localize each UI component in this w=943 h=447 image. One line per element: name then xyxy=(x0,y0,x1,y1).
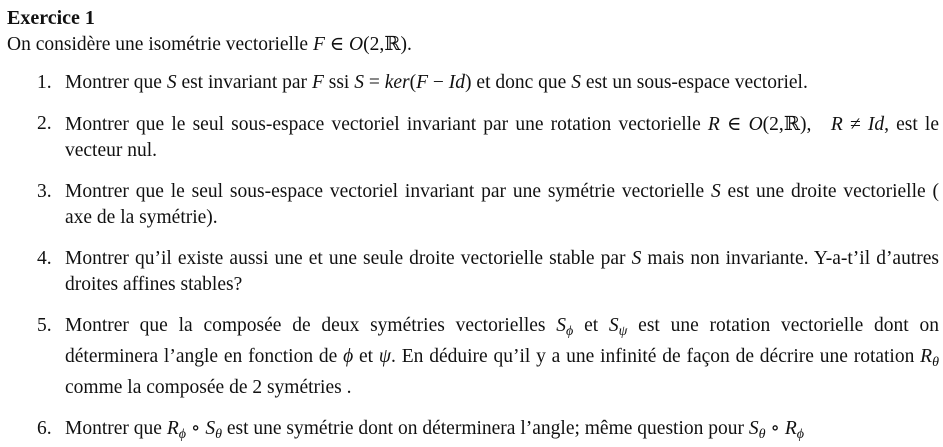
text-run: ). xyxy=(400,34,412,55)
text-run: ℝ xyxy=(384,32,401,55)
text-run: . En déduire qu’il y a une infinité de façon de décrire une rotation xyxy=(391,345,921,367)
text-run: mais non invariante. Y-a-t’il d’autres droites affines stables? xyxy=(65,248,939,295)
text-run: Montrer qu’il existe aussi une et une seule droite vectorielle stable par xyxy=(65,248,632,269)
text-run: ϕ xyxy=(178,425,186,442)
text-run: ), xyxy=(800,114,831,135)
text-run: F xyxy=(311,72,324,93)
text-run: ssi xyxy=(323,72,355,93)
text-run: Montrer que xyxy=(65,417,167,439)
exercise-item-4 xyxy=(7,246,939,298)
item-number: 6. xyxy=(37,417,52,439)
text-run: (2, xyxy=(762,114,784,135)
text-run: R xyxy=(830,114,843,135)
text-run: S xyxy=(166,72,177,93)
item-text xyxy=(65,417,805,442)
item-text xyxy=(65,72,808,93)
text-run: O xyxy=(349,34,364,55)
text-run: Montrer que xyxy=(65,72,167,93)
exercise-item-2 xyxy=(7,111,939,164)
text-run: ϕ xyxy=(796,425,805,442)
item-number: 3. xyxy=(37,181,52,202)
intro-paragraph xyxy=(7,31,939,57)
text-run: S xyxy=(205,417,216,439)
item-text xyxy=(65,315,939,398)
text-run: S xyxy=(631,248,642,269)
text-run: R xyxy=(920,345,933,367)
text-run: S xyxy=(354,72,364,93)
text-run: ψ xyxy=(378,345,392,367)
text-run: ( xyxy=(409,72,417,93)
item-number: 5. xyxy=(37,315,52,336)
text-run: Id xyxy=(448,72,466,93)
text-run: θ xyxy=(215,425,222,442)
text-run: comme la composée de 2 symétries . xyxy=(65,376,352,398)
exercise-list xyxy=(7,70,939,447)
text-run: Montrer que le seul sous-espace vectoriel invariant par une rotation vectorielle xyxy=(65,114,708,135)
text-run: θ xyxy=(758,425,766,442)
text-run: S xyxy=(748,417,759,439)
text-run: S xyxy=(608,315,619,336)
item-number: 1. xyxy=(37,72,52,93)
text-run: Id xyxy=(867,114,885,135)
text-run: ∘ xyxy=(765,417,785,439)
text-run: ψ xyxy=(618,322,628,339)
text-run: ϕ xyxy=(566,322,574,339)
text-run: S xyxy=(556,315,567,336)
text-run: (2, xyxy=(363,34,385,55)
text-run: R xyxy=(166,417,179,439)
text-run: ∘ xyxy=(186,417,206,439)
text-run: ℝ xyxy=(783,112,801,135)
text-run: O xyxy=(748,114,763,135)
text-run: ker xyxy=(384,72,410,93)
text-run: ∈ xyxy=(719,114,749,135)
text-run: R xyxy=(784,417,797,439)
exercise-title: Exercice 1 xyxy=(7,7,95,29)
text-run: ϕ xyxy=(343,345,354,367)
item-text xyxy=(65,181,939,228)
item-text xyxy=(65,114,939,161)
text-run: ) et donc que xyxy=(465,72,572,93)
text-run: est une symétrie dont on déterminera l’angle; même question pour xyxy=(221,417,749,439)
text-run: ∈ xyxy=(324,34,350,55)
exercise-item-5 xyxy=(7,313,939,401)
text-run: ≠ xyxy=(842,114,868,135)
text-run: Montrer que la composée de deux symétries vectorielles xyxy=(65,315,557,336)
text-run: θ xyxy=(932,353,939,370)
exercise-item-1 xyxy=(7,70,939,96)
text-run: S xyxy=(571,72,581,93)
text-run: = xyxy=(363,72,385,93)
text-run: R xyxy=(707,114,720,135)
text-run: est une rotation vectorielle dont on déterminera l’angle en fonction de xyxy=(65,315,939,367)
item-number: 2. xyxy=(37,113,52,134)
text-run: et xyxy=(573,315,609,336)
text-run: , est le vecteur nul. xyxy=(65,114,939,161)
text-run: et xyxy=(353,345,379,367)
text-run: Montrer que le seul sous-espace vectoriel invariant par une symétrie vectorielle xyxy=(65,181,711,202)
exercise-item-6 xyxy=(7,416,939,447)
text-run: S xyxy=(710,181,721,202)
text-run: est invariant par xyxy=(176,72,312,93)
exercise-item-3 xyxy=(7,179,939,231)
item-number: 4. xyxy=(37,248,52,269)
item-text xyxy=(65,248,939,295)
text-run: F xyxy=(312,34,325,55)
text-run: est un sous-espace vectoriel. xyxy=(580,72,808,93)
text-run: On considère une isométrie vectorielle xyxy=(7,34,313,55)
text-run: F xyxy=(416,72,429,93)
text-run: est une droite vectorielle ( axe de la symétrie). xyxy=(65,181,939,228)
text-run: − xyxy=(428,72,449,93)
